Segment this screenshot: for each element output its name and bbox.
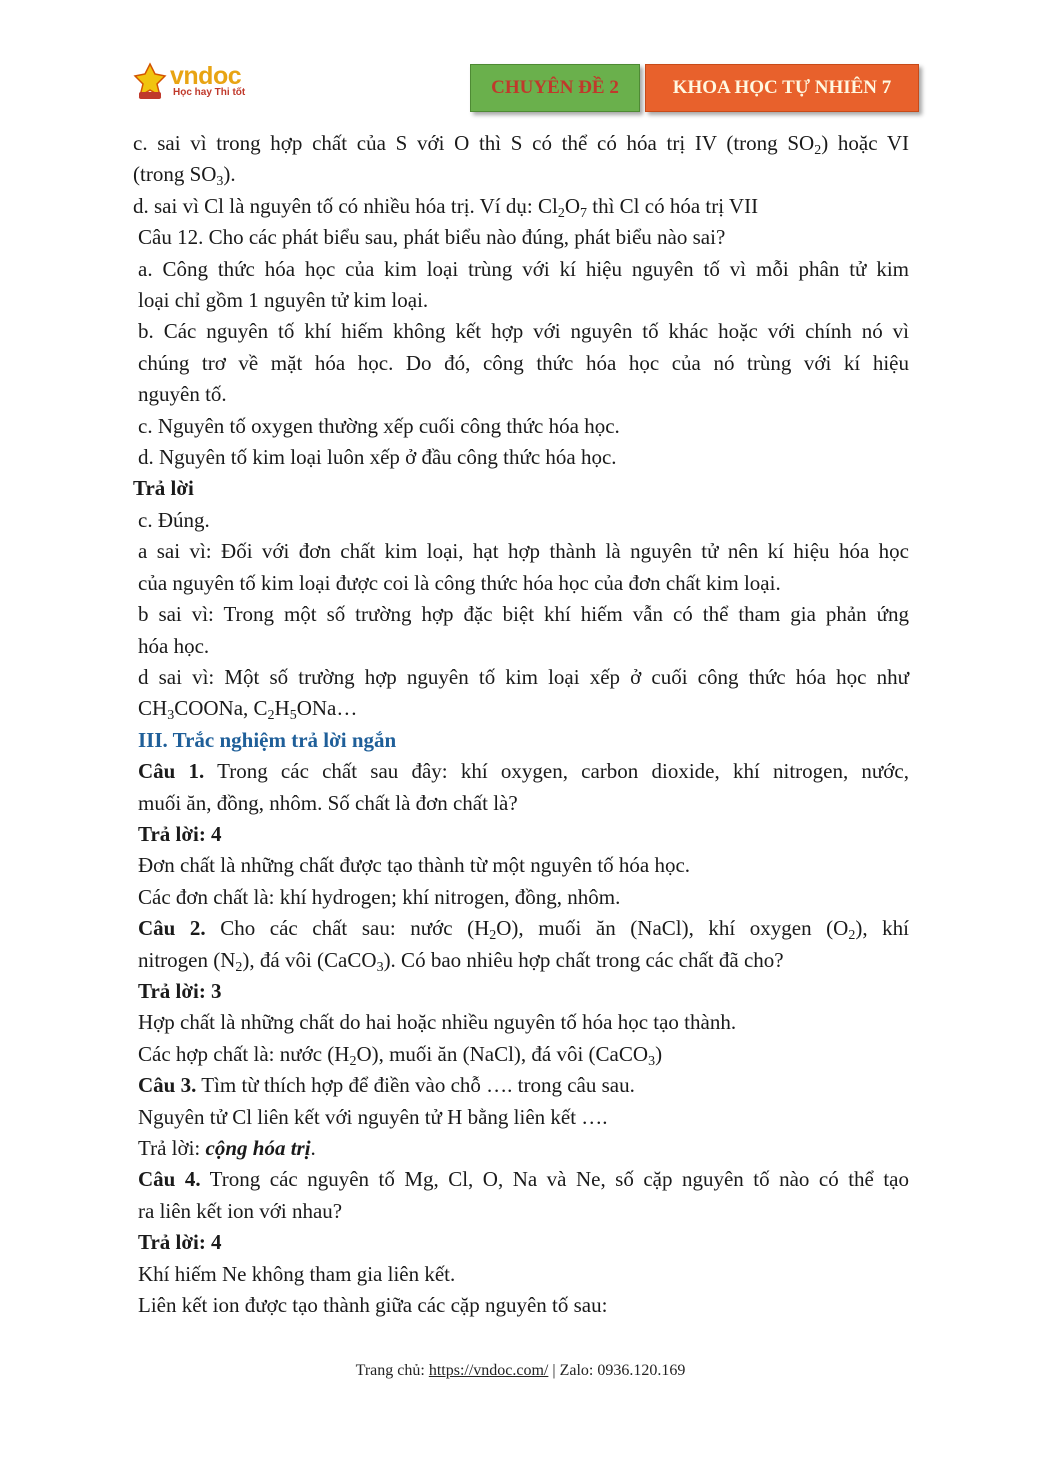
text-line: b sai vì: Trong một số trường hợp đặc biệt khí hiếm vẫn có thể tham gia phản ứng [138,602,909,627]
text-line: Các đơn chất là: khí hydrogen; khí nitrogen, đồng, nhôm. [138,884,621,909]
subject-badge: KHOA HỌC TỰ NHIÊN 7 [645,64,919,112]
text-line: nitrogen $(N_2)$, đá vôi (CaCO$_3$). Có bao nhiêu hợp chất trong các chất đã cho? [138,947,784,975]
logo-emblem-icon [133,62,167,102]
answer-label: Trả lời [133,476,194,501]
text-line: a. Công thức hóa học của kim loại trùng với kí hiệu nguyên tố vì mỗi phân tử kim [138,256,909,281]
text-line: c. Đúng. [138,507,210,532]
answer-label: Trả lời: 4 [138,821,222,846]
page-footer [0,1362,1041,1380]
text-line: d. Nguyên tố kim loại luôn xếp ở đầu công thức hóa học. [138,445,617,470]
vndoc-logo[interactable] [133,62,263,106]
homepage-link[interactable]: https://vndoc.com/ [428,1362,549,1379]
text-line: muối ăn, đồng, nhôm. Số chất là đơn chất là? [138,790,518,815]
question-line: Câu 4. Trong các nguyên tố Mg, Cl, O, Na và Ne, số cặp nguyên tố nào có thể tạo [138,1167,909,1192]
text-line: $CH_3COONa$, $C_2H_5ONa\dots$ [138,696,358,724]
text-line: (trong $SO_3$). [133,162,236,190]
text-line: Nguyên tử Cl liên kết với nguyên tử H bằng liên kết …. [138,1104,608,1129]
document-body [133,128,909,1321]
text-line: d sai vì: Một số trường hợp nguyên tố kim loại xếp ở cuối công thức hóa học như [138,664,909,689]
text-line: nguyên tố. [138,382,227,407]
text-line: Hợp chất là những chất do hai hoặc nhiều nguyên tố hóa học tạo thành. [138,1010,737,1035]
question-line: Câu 2. Cho các chất sau: nước $(H_2O)$, muối ăn (NaCl), khí oxygen $(O_2)$, khí [138,916,909,944]
text-line: b. Các nguyên tố khí hiếm không kết hợp với nguyên tố khác hoặc với chính nó vì [138,319,909,344]
logo-tagline: Học hay Thi tốt [173,87,246,98]
text-line: hóa học. [138,633,210,658]
text-line: c. Nguyên tố oxygen thường xếp cuối công thức hóa học. [138,413,620,438]
text-line: c. sai vì trong hợp chất của S với O thì S có thể có hóa trị IV (trong $SO_2$) hoặc VI [133,131,909,158]
text-line: chúng trơ về mặt hóa học. Do đó, công thức hóa học của nó trùng với kí hiệu [138,350,909,375]
answer-label: Trả lời: 4 [138,1230,222,1255]
logo-text: vndoc [170,62,242,90]
text-line: Các hợp chất là: nước $(H_2O)$, muối ăn (NaCl), đá vôi (CaCO$_3$) [138,1041,663,1069]
footer-prefix: Trang chủ: [355,1362,429,1379]
answer-line: Trả lời: cộng hóa trị. [138,1136,316,1160]
text-line: loại chỉ gồm 1 nguyên tử kim loại. [138,288,429,313]
section-heading: III. Trắc nghiệm trả lời ngắn [138,727,397,752]
text-line: Liên kết ion được tạo thành giữa các cặp nguyên tố sau: [138,1293,608,1318]
question-line: Câu 1. Trong các chất sau đây: khí oxygen, carbon dioxide, khí nitrogen, nước, [138,759,909,784]
text-line: Khí hiếm Ne không tham gia liên kết. [138,1261,456,1286]
text-line: d. sai vì Cl là nguyên tố có nhiều hóa trị. Ví dụ: $Cl_2O_7$ thì Cl có hóa trị VII [133,193,759,221]
text-line: Đơn chất là những chất được tạo thành từ một nguyên tố hóa học. [138,853,691,878]
footer-contact: | Zalo: 0936.120.169 [548,1362,686,1379]
text-line: ra liên kết ion với nhau? [138,1198,343,1223]
question-line: Câu 3. Tìm từ thích hợp để điền vào chỗ …. trong câu sau. [138,1073,635,1098]
question-title: Câu 12. Cho các phát biểu sau, phát biểu nào đúng, phát biểu nào sai? [138,225,726,250]
text-line: của nguyên tố kim loại được coi là công thức hóa học của đơn chất kim loại. [138,570,781,595]
text-line: a sai vì: Đối với đơn chất kim loại, hạt hợp thành là nguyên tử nên kí hiệu hóa học [138,539,909,564]
page-header [0,0,1041,130]
answer-label: Trả lời: 3 [138,978,222,1003]
topic-badge: CHUYÊN ĐỀ 2 [470,64,640,112]
